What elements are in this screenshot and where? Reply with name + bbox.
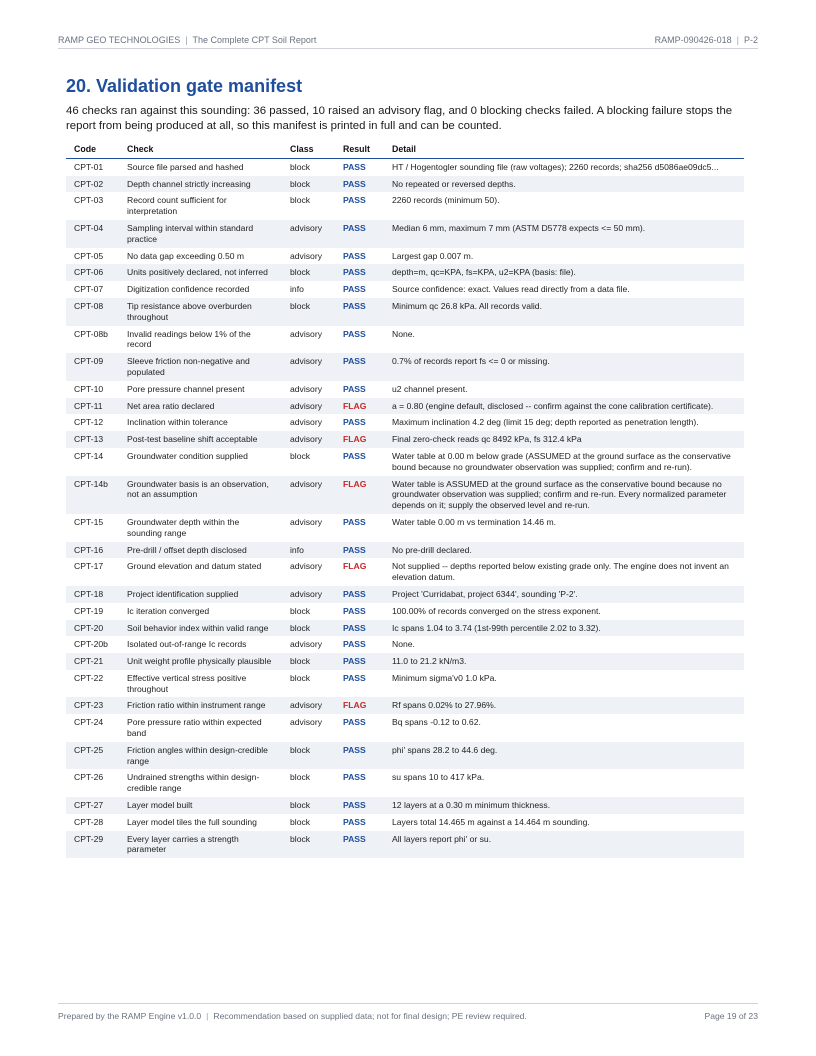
cell-code: CPT-03 xyxy=(74,195,104,206)
cell-result: PASS xyxy=(343,383,366,394)
cell-class: advisory xyxy=(290,561,322,572)
cell-result: PASS xyxy=(343,717,366,728)
table-row xyxy=(66,514,744,542)
cell-check: Units positively declared, not inferred xyxy=(119,264,282,281)
cell-detail: 0.7% of records report fs <= 0 or missing. xyxy=(384,353,744,381)
cell-check: Effective vertical stress positive throughout xyxy=(127,672,247,694)
cell-result: PASS xyxy=(335,742,384,770)
table-header-row xyxy=(66,141,744,158)
cell-code: CPT-24 xyxy=(74,717,104,728)
cell-code: CPT-20 xyxy=(66,620,119,637)
cell-check: Project identification supplied xyxy=(119,586,282,603)
cell-detail: No repeated or reversed depths. xyxy=(384,176,744,193)
cell-result: PASS xyxy=(343,605,366,616)
cell-detail: Water table at 0.00 m below grade (ASSUMED at the ground surface as the conservative bound because no groundwater observation was supplied; confirm and re-run). xyxy=(392,450,731,472)
page-footer xyxy=(58,1003,758,1026)
disclaimer: Recommendation based on supplied data; not for final design; PE review required. xyxy=(213,1011,527,1021)
header-left xyxy=(58,35,316,45)
table-row xyxy=(66,620,744,637)
table-row xyxy=(66,431,744,448)
cell-result: PASS xyxy=(343,250,366,261)
cell-class: block xyxy=(282,742,335,770)
cell-result: PASS xyxy=(343,161,366,172)
cell-class: advisory xyxy=(290,417,322,428)
cell-check: Inclination within tolerance xyxy=(127,417,228,428)
cell-check: Isolated out-of-range Ic records xyxy=(127,639,247,650)
table-row xyxy=(66,797,744,814)
cell-code: CPT-08 xyxy=(66,298,119,326)
cell-check: Pre-drill / offset depth disclosed xyxy=(119,542,282,559)
table-row xyxy=(66,831,744,859)
cell-class: advisory xyxy=(282,697,335,714)
table-row xyxy=(66,814,744,831)
cell-code: CPT-21 xyxy=(66,653,119,670)
cell-class: block xyxy=(282,653,335,670)
cell-detail: 12 layers at a 0.30 m minimum thickness. xyxy=(384,797,744,814)
cell-result: PASS xyxy=(343,816,366,827)
cell-code: CPT-07 xyxy=(74,284,104,295)
cell-result: PASS xyxy=(335,353,384,381)
cell-detail: None. xyxy=(392,639,415,650)
table-row xyxy=(66,158,744,175)
cell-code: CPT-19 xyxy=(74,605,104,616)
table-row xyxy=(66,670,744,698)
cell-detail: HT / Hogentogler sounding file (raw voltages); 2260 records; sha256 d5086ae09dc5... xyxy=(392,161,719,172)
column-header-code: Code xyxy=(66,141,119,158)
cell-code: CPT-09 xyxy=(66,353,119,381)
column-header-result: Result xyxy=(335,141,384,158)
cell-detail: Bq spans -0.12 to 0.62. xyxy=(392,717,481,728)
cell-class: block xyxy=(282,264,335,281)
cell-result: PASS xyxy=(335,831,384,859)
cell-detail: a = 0.80 (engine default, disclosed -- confirm against the cone calibration certificate). xyxy=(384,398,744,415)
cell-code: CPT-04 xyxy=(66,220,119,248)
cell-result: PASS xyxy=(335,542,384,559)
cell-check: Ic iteration converged xyxy=(127,605,210,616)
validation-manifest-table xyxy=(66,141,744,858)
table-row xyxy=(66,192,744,220)
cell-detail: All layers report phi' or su. xyxy=(384,831,744,859)
table-row xyxy=(66,448,744,476)
cell-check: Ground elevation and datum stated xyxy=(127,561,262,572)
cell-result: PASS xyxy=(343,195,366,206)
cell-detail: Project 'Curridabat, project 6344', sounding 'P-2'. xyxy=(384,586,744,603)
cell-detail: Final zero-check reads qc 8492 kPa, fs 312.4 kPa xyxy=(384,431,744,448)
cell-detail: Maximum inclination 4.2 deg (limit 15 deg; depth reported as penetration length). xyxy=(392,417,699,428)
table-row xyxy=(66,264,744,281)
cell-class: block xyxy=(290,605,311,616)
cell-class: advisory xyxy=(290,328,322,339)
cell-check: Digitization confidence recorded xyxy=(127,284,250,295)
cell-detail: u2 channel present. xyxy=(392,383,468,394)
cell-code: CPT-14b xyxy=(66,476,119,514)
cell-code: CPT-06 xyxy=(66,264,119,281)
cell-detail: None. xyxy=(392,328,415,339)
cell-result: PASS xyxy=(343,772,366,783)
cell-code: CPT-23 xyxy=(66,697,119,714)
cell-code: CPT-10 xyxy=(74,383,104,394)
table-body xyxy=(66,158,744,858)
cell-result: PASS xyxy=(343,328,366,339)
footer-separator: | xyxy=(206,1011,209,1021)
header-right xyxy=(655,35,758,45)
cell-check: Record count sufficient for interpretation xyxy=(127,195,227,217)
column-header-detail: Detail xyxy=(384,141,744,158)
table-row xyxy=(66,636,744,653)
cell-check: No data gap exceeding 0.50 m xyxy=(127,250,245,261)
cell-check: Groundwater depth within the sounding range xyxy=(127,516,240,538)
table-row xyxy=(66,414,744,431)
cell-code: CPT-18 xyxy=(66,586,119,603)
cell-code: CPT-27 xyxy=(66,797,119,814)
cell-check: Layer model built xyxy=(119,797,282,814)
table-row xyxy=(66,298,744,326)
cell-result: PASS xyxy=(335,298,384,326)
cell-class: info xyxy=(282,542,335,559)
section-intro: 46 checks ran against this sounding: 36 passed, 10 raised an advisory flag, and 0 blocking checks failed. A blocking failure stops the report from being produced at all, so this manifest is printed in full and can be counted. xyxy=(66,105,733,132)
cell-result: PASS xyxy=(335,586,384,603)
table-row xyxy=(66,697,744,714)
cell-class: advisory xyxy=(282,431,335,448)
cell-code: CPT-11 xyxy=(66,398,119,415)
table-row xyxy=(66,176,744,193)
cell-check: Soil behavior index within valid range xyxy=(119,620,282,637)
cell-check: Groundwater basis is an observation, not an assumption xyxy=(119,476,282,514)
cell-class: block xyxy=(290,195,311,206)
cell-detail: Layers total 14.465 m against a 14.464 m sounding. xyxy=(392,816,590,827)
table-row xyxy=(66,281,744,298)
cell-class: advisory xyxy=(282,476,335,514)
cell-code: CPT-13 xyxy=(66,431,119,448)
cell-code: CPT-20b xyxy=(74,639,108,650)
cell-detail: Water table 0.00 m vs termination 14.46 m. xyxy=(392,516,556,527)
cell-class: block xyxy=(282,298,335,326)
cell-class: block xyxy=(282,176,335,193)
cell-code: CPT-22 xyxy=(74,672,104,683)
table-row xyxy=(66,653,744,670)
cell-detail: Largest gap 0.007 m. xyxy=(392,250,474,261)
cell-result: FLAG xyxy=(335,398,384,415)
cell-class: advisory xyxy=(290,250,322,261)
cell-code: CPT-01 xyxy=(74,161,104,172)
cell-code: CPT-26 xyxy=(74,772,104,783)
cell-check: Groundwater condition supplied xyxy=(127,450,248,461)
cell-code: CPT-25 xyxy=(66,742,119,770)
cell-detail: Median 6 mm, maximum 7 mm (ASTM D5778 expects <= 50 mm). xyxy=(384,220,744,248)
table-row xyxy=(66,326,744,354)
footer-left xyxy=(58,1011,527,1021)
header-separator: | xyxy=(736,35,739,45)
cell-class: block xyxy=(290,816,311,827)
cell-result: FLAG xyxy=(335,697,384,714)
cell-class: block xyxy=(290,450,311,461)
cell-class: advisory xyxy=(290,383,322,394)
cell-detail: 100.00% of records converged on the stress exponent. xyxy=(392,605,601,616)
cell-result: PASS xyxy=(343,417,366,428)
cell-detail: Minimum sigma'v0 1.0 kPa. xyxy=(392,672,497,683)
cell-class: advisory xyxy=(290,717,322,728)
table-row xyxy=(66,353,744,381)
cell-detail: Rf spans 0.02% to 27.96%. xyxy=(384,697,744,714)
table-row xyxy=(66,398,744,415)
cell-result: FLAG xyxy=(335,476,384,514)
cell-code: CPT-17 xyxy=(74,561,104,572)
cell-check: Undrained strengths within design-credible range xyxy=(127,772,260,794)
cell-check: Net area ratio declared xyxy=(119,398,282,415)
cell-check: Friction ratio within instrument range xyxy=(119,697,282,714)
cell-check: Pore pressure channel present xyxy=(127,383,245,394)
cell-check: Unit weight profile physically plausible xyxy=(119,653,282,670)
cell-class: advisory xyxy=(282,586,335,603)
table-row xyxy=(66,381,744,398)
cell-result: PASS xyxy=(343,639,366,650)
cell-detail: No pre-drill declared. xyxy=(384,542,744,559)
cell-check: Layer model tiles the full sounding xyxy=(127,816,257,827)
page-header xyxy=(58,32,758,49)
cell-detail: Ic spans 1.04 to 3.74 (1st-99th percentile 2.02 to 3.32). xyxy=(384,620,744,637)
table-row xyxy=(66,742,744,770)
cell-result: PASS xyxy=(335,653,384,670)
cell-result: PASS xyxy=(343,516,366,527)
cell-code: CPT-05 xyxy=(74,250,104,261)
table-row xyxy=(66,476,744,514)
cell-class: block xyxy=(290,772,311,783)
cell-detail: Water table is ASSUMED at the ground surface as the conservative bound because no groundwater observation was supplied; confirm and re-run. Every normalized parameter depends on it; supply the observed level and re-run. xyxy=(384,476,744,514)
cell-result: PASS xyxy=(335,797,384,814)
cell-class: block xyxy=(290,672,311,683)
cell-result: PASS xyxy=(343,450,366,461)
cell-detail: Minimum qc 26.8 kPa. All records valid. xyxy=(384,298,744,326)
cell-code: CPT-28 xyxy=(74,816,104,827)
cell-check: Tip resistance above overburden throughout xyxy=(119,298,282,326)
cell-check: Post-test baseline shift acceptable xyxy=(119,431,282,448)
cell-detail: su spans 10 to 417 kPa. xyxy=(392,772,485,783)
cell-detail: phi' spans 28.2 to 44.6 deg. xyxy=(384,742,744,770)
table-row xyxy=(66,769,744,797)
company-name: RAMP GEO TECHNOLOGIES xyxy=(58,35,181,45)
cell-check: Invalid readings below 1% of the record xyxy=(127,328,251,350)
cell-class: advisory xyxy=(290,639,322,650)
cell-check: Sleeve friction non-negative and populated xyxy=(119,353,282,381)
cell-code: CPT-12 xyxy=(74,417,104,428)
cell-check: Pore pressure ratio within expected band xyxy=(127,717,262,739)
table-row xyxy=(66,220,744,248)
cell-check: Source file parsed and hashed xyxy=(127,161,244,172)
cell-class: info xyxy=(290,284,304,295)
cell-detail: Source confidence: exact. Values read directly from a data file. xyxy=(392,284,630,295)
table-row xyxy=(66,248,744,265)
table-row xyxy=(66,586,744,603)
cell-result: PASS xyxy=(335,176,384,193)
cell-result: FLAG xyxy=(335,431,384,448)
cell-detail: 11.0 to 21.2 kN/m3. xyxy=(384,653,744,670)
column-header-class: Class xyxy=(282,141,335,158)
report-title: The Complete CPT Soil Report xyxy=(192,35,317,45)
cell-check: Depth channel strictly increasing xyxy=(119,176,282,193)
cell-code: CPT-16 xyxy=(66,542,119,559)
page-number: Page 19 of 23 xyxy=(704,1011,758,1021)
prepared-by: Prepared by the RAMP Engine v1.0.0 xyxy=(58,1011,202,1021)
cell-class: advisory xyxy=(282,398,335,415)
cell-result: PASS xyxy=(335,220,384,248)
report-id: RAMP-090426-018 xyxy=(654,35,732,45)
cell-code: CPT-08b xyxy=(74,328,108,339)
column-header-check: Check xyxy=(119,141,282,158)
cell-detail: 2260 records (minimum 50). xyxy=(392,195,500,206)
cell-class: block xyxy=(282,620,335,637)
cell-code: CPT-29 xyxy=(66,831,119,859)
section-title: 20. Validation gate manifest xyxy=(66,76,303,96)
sounding-id: P-2 xyxy=(743,35,758,45)
cell-class: block xyxy=(290,161,311,172)
cell-check: Every layer carries a strength parameter xyxy=(119,831,282,859)
cell-result: PASS xyxy=(335,620,384,637)
table-row xyxy=(66,542,744,559)
cell-class: advisory xyxy=(290,516,322,527)
header-separator: | xyxy=(185,35,188,45)
cell-class: block xyxy=(282,831,335,859)
cell-result: PASS xyxy=(343,672,366,683)
cell-detail: Not supplied -- depths reported below existing grade only. The engine does not invent an elevation datum. xyxy=(392,561,729,583)
cell-check: Sampling interval within standard practice xyxy=(119,220,282,248)
table-row xyxy=(66,714,744,742)
table-row xyxy=(66,558,744,586)
cell-result: PASS xyxy=(335,264,384,281)
cell-result: FLAG xyxy=(343,561,367,572)
cell-code: CPT-14 xyxy=(74,450,104,461)
cell-class: advisory xyxy=(282,353,335,381)
cell-class: advisory xyxy=(282,220,335,248)
cell-code: CPT-15 xyxy=(74,516,104,527)
table-row xyxy=(66,603,744,620)
cell-class: block xyxy=(282,797,335,814)
cell-code: CPT-02 xyxy=(66,176,119,193)
cell-check: Friction angles within design-credible range xyxy=(119,742,282,770)
cell-detail: depth=m, qc=KPA, fs=KPA, u2=KPA (basis: file). xyxy=(384,264,744,281)
cell-result: PASS xyxy=(343,284,366,295)
